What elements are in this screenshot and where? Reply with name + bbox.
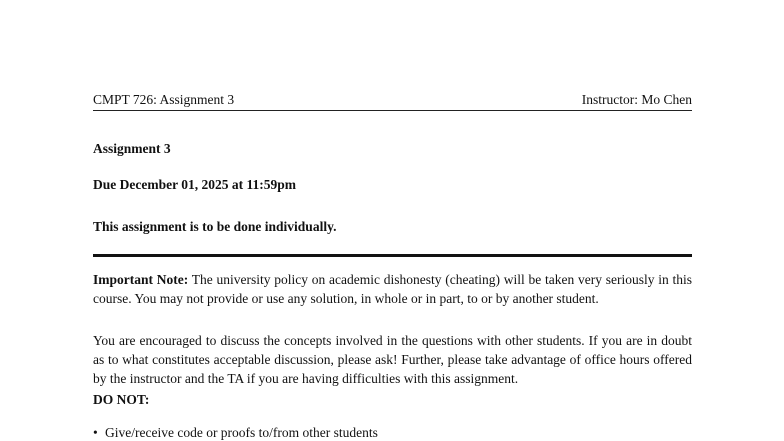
do-not-list (93, 425, 378, 441)
list-item-text: Give/receive code or proofs to/from other students (105, 425, 378, 440)
document-page (93, 0, 692, 441)
important-note-label: Important Note: (93, 272, 189, 287)
discussion-paragraph: You are encouraged to discuss the concepts involved in the questions with other students. If you are in doubt as to what constitutes acceptable discussion, please ask! Further, please take advantage of office hours offered by the instructor and the TA if you are having difficulties with this assignment. (93, 333, 692, 386)
instructor-name: Instructor: Mo Chen (581, 92, 692, 107)
important-note-text: The university policy on academic dishonesty (cheating) will be taken very seriously in this course. You may not provide or use any solution, in whole or in part, to or by another student. (93, 272, 692, 306)
list-item (93, 425, 378, 441)
do-not-heading: DO NOT: (93, 392, 150, 407)
due-date: Due December 01, 2025 at 11:59pm (93, 177, 296, 192)
section-divider (93, 254, 692, 257)
bullet-icon: • (93, 425, 98, 440)
individual-notice: This assignment is to be done individually. (93, 219, 337, 234)
assignment-title: Assignment 3 (93, 141, 171, 156)
course-title: CMPT 726: Assignment 3 (93, 92, 235, 107)
important-note-paragraph (93, 270, 692, 308)
page-header (93, 92, 692, 111)
